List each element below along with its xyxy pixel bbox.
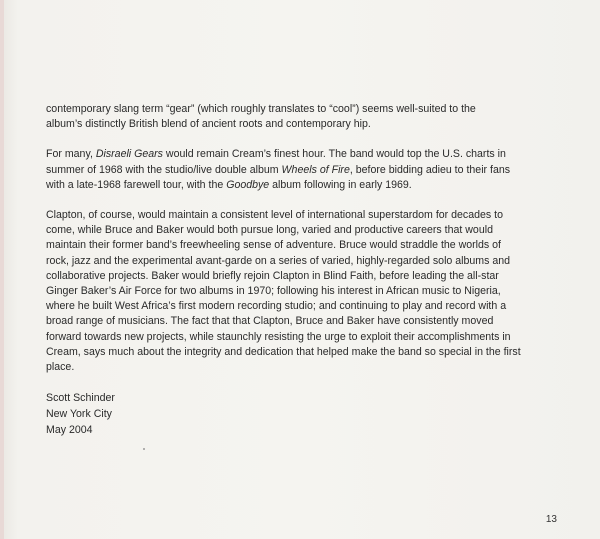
paragraph-2-text: would remain Cream’s finest hour. The band would top the U.S. charts in summer of 1968 with the studio/live double album	[46, 148, 506, 176]
paragraph-1	[46, 102, 526, 132]
paragraph-2-text: album following in early 1969.	[269, 178, 412, 191]
paragraph-2	[46, 147, 526, 193]
article-body	[46, 102, 526, 438]
paragraph-2-text: For many,	[46, 148, 96, 161]
signature-date: May 2004	[46, 424, 93, 437]
paragraph-1-line-1: contemporary slang term “gear” (which roughly translates to “cool”) seems well-suited to the	[46, 103, 476, 115]
paragraph-1-line-2: album’s distinctly British blend of ancient roots and contemporary hip.	[46, 118, 371, 131]
paper-speck	[143, 448, 145, 450]
album-title-goodbye: Goodbye	[226, 178, 270, 191]
author-name: Scott Schinder	[46, 392, 115, 405]
page-edge	[0, 0, 4, 539]
album-title-wheels-of-fire: Wheels of Fire	[281, 163, 350, 176]
paragraph-3: Clapton, of course, would maintain a consistent level of international superstardom for decades to come, while Bruce and Baker would both pursue long, varied and productive careers that would maintain their former band’s freewheeling sense of adventure. Bruce would straddle the worlds of rock, jazz and the experimental avant-garde on a series of varied, highly-regarded solo albums and collaborative projects. Baker would briefly rejoin Clapton in Blind Faith, before leading the all-star Ginger Baker’s Air Force for two albums in 1970; following his interest in African music to Nigeria, where he built West Africa’s first modern recording studio; and continuing to play and record with a broad range of musicians. The fact that that Clapton, Bruce and Baker have consistently moved forward towards new projects, while staunchly resisting the urge to exploit their accomplishments in Cream, says much about the integrity and dedication that helped make the band so special in the first place.	[46, 209, 521, 374]
signature	[46, 390, 526, 438]
album-title-disraeli-gears: Disraeli Gears	[95, 148, 163, 161]
page-number: 13	[545, 514, 557, 525]
paragraph-2-text: , before bidding adieu to their fans with a late-1968 farewell tour, with the	[46, 163, 511, 191]
author-location: New York City	[46, 408, 112, 421]
